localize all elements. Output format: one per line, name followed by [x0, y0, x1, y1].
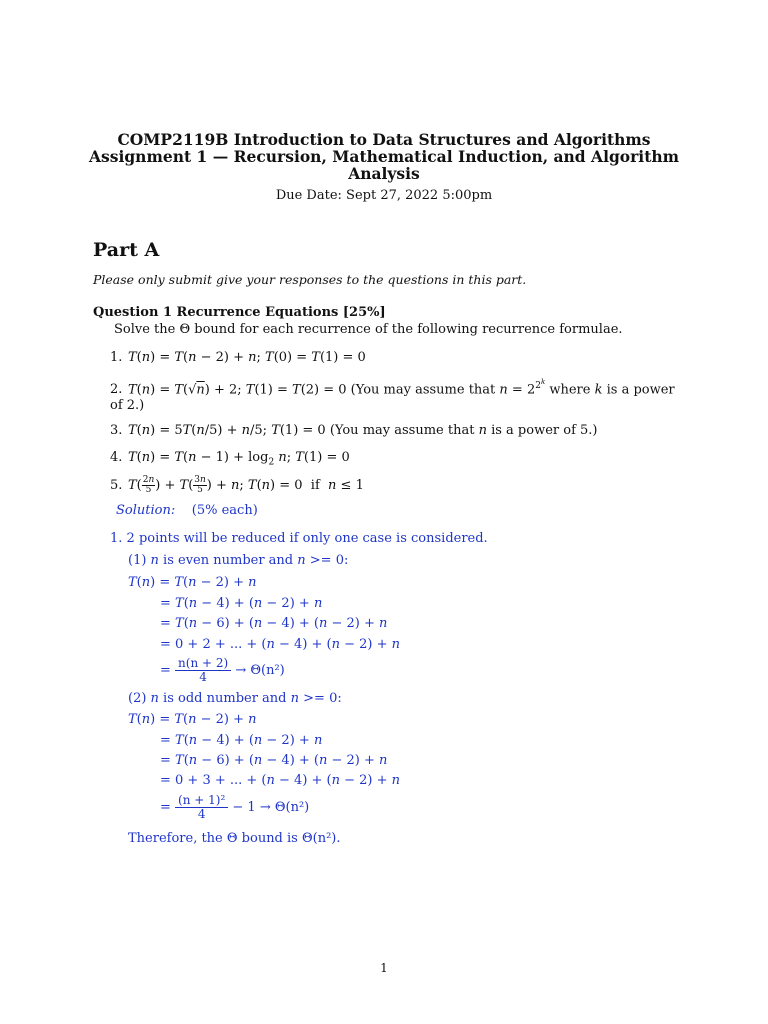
solution-header [116, 503, 258, 518]
item-number: 3. [110, 423, 123, 438]
part-instruction: Please only submit give your responses to the questions in this part. [93, 272, 527, 287]
fraction-numerator: (n + 1)² [175, 794, 228, 808]
fraction-denominator: 4 [197, 807, 206, 821]
item-number: 1. [110, 350, 123, 365]
case-1-line-3: = T(n − 6) + (n − 4) + (n − 2) + n [160, 616, 388, 631]
solution-note: (5% each) [191, 503, 258, 518]
fraction-numerator: n(n + 2) [175, 657, 231, 671]
fraction-tail: − 1 → Θ(n²) [232, 800, 310, 815]
document-title-line-2: Assignment 1 — Recursion, Mathematical Induction, and Algorithm [88, 147, 680, 166]
question-item-2: 2. T(n) = T(√n) + 2; T(1) = T(2) = 0 (You may assume that $n = 2^{2^k}$ where k is a power of 2.) [110, 378, 675, 414]
case-2-line-1: T(n) = T(n − 2) + n [128, 712, 257, 727]
case-1-line-2: = T(n − 4) + (n − 2) + n [160, 596, 323, 611]
question-intro: Solve the Θ bound for each recurrence of the following recurrence formulae. [114, 322, 623, 337]
question-item-3: 3. T(n) = 5T(n/5) + n/5; T(1) = 0 (You may assume that n is a power of 5.) [110, 423, 598, 438]
question-title: Question 1 Recurrence Equations [25%] [93, 305, 386, 320]
fraction-tail: → Θ(n²) [235, 663, 285, 678]
part-title: Part A [93, 239, 160, 261]
due-date: Due Date: Sept 27, 2022 5:00pm [275, 188, 493, 203]
solution-item-1-intro: 1. 2 points will be reduced if only one case is considered. [110, 531, 488, 546]
question-item-4: 4. $T(n) = T(n - 1) + \log_2 n$; T(1) = 0 [110, 450, 350, 468]
case-1-line-4: = 0 + 2 + ... + (n − 4) + (n − 2) + n [160, 637, 401, 652]
question-item-5: 5. T( $\frac{2n}{5}$ ) + T( $\frac{3n}{5}$ ) + n; T(n) = 0 if n ≤ 1 [110, 475, 364, 495]
case-1-final: = $\frac{n(n + 2)}{4}$ → Θ(n²) [160, 656, 285, 684]
case-1-title: (1) n is even number and n >= 0: [128, 553, 349, 568]
case-2-title: (2) n is odd number and n >= 0: [128, 691, 342, 706]
page-number: 1 [380, 961, 388, 975]
case-2-line-3: = T(n − 6) + (n − 4) + (n − 2) + n [160, 753, 388, 768]
case-1-line-1: T(n) = T(n − 2) + n [128, 575, 257, 590]
case-2-final: = $\frac{\text{(n + 1)²}}{4}$ − 1 → Θ(n²) [160, 793, 310, 821]
solution-conclusion: Therefore, the Θ bound is Θ(n²). [128, 831, 341, 846]
item-number: 4. [110, 450, 123, 465]
question-item-1: 1. T(n) = T(n − 2) + n; T(0) = T(1) = 0 [110, 350, 366, 365]
solution-label: Solution: [116, 503, 176, 518]
document-title-line-1: COMP2119B Introduction to Data Structures and Algorithms [117, 130, 651, 149]
item-number: 2. [110, 382, 123, 398]
case-2-line-2: = T(n − 4) + (n − 2) + n [160, 733, 323, 748]
case-2-line-4: = 0 + 3 + ... + (n − 4) + (n − 2) + n [160, 773, 401, 788]
item-number: 5. [110, 478, 123, 493]
document-title-line-3: Analysis [348, 164, 420, 183]
fraction-denominator: 4 [199, 670, 207, 684]
